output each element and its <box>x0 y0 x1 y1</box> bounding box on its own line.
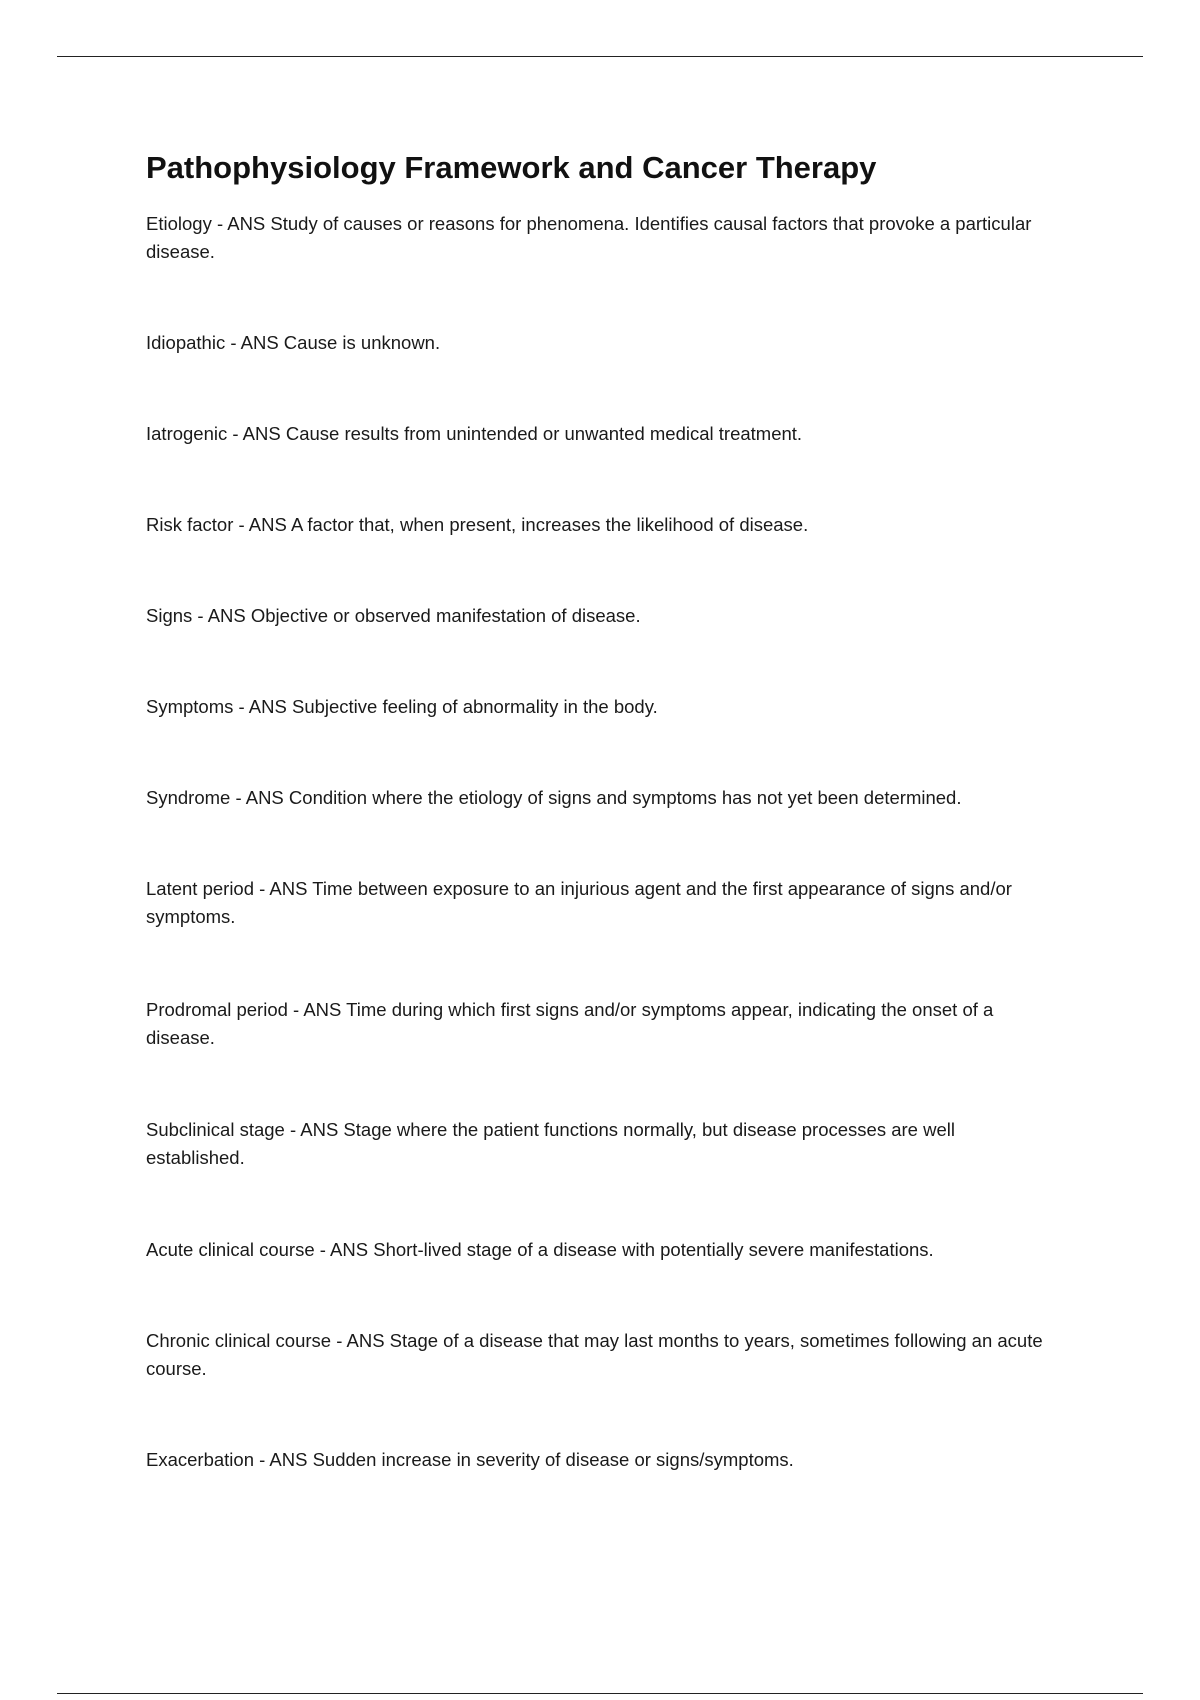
page-title: Pathophysiology Framework and Cancer Therapy <box>146 150 877 185</box>
definition-entry: Symptoms - ANS Subjective feeling of abnormality in the body. <box>146 696 658 717</box>
footer-rule <box>57 1693 1143 1694</box>
definition-entry: Syndrome - ANS Condition where the etiology of signs and symptoms has not yet been determined. <box>146 787 962 808</box>
definition-entry: Iatrogenic - ANS Cause results from unintended or unwanted medical treatment. <box>146 423 803 444</box>
document-header <box>146 148 1046 188</box>
definition-entry: Exacerbation - ANS Sudden increase in severity of disease or signs/symptoms. <box>146 1449 794 1470</box>
definition-entry: Latent period - ANS Time between exposure to an injurious agent and the first appearance of signs and/or symptoms. <box>146 878 1012 927</box>
header-rule <box>57 56 1143 57</box>
definition-entry: Etiology - ANS Study of causes or reasons for phenomena. Identifies causal factors that provoke a particular disease. <box>146 213 1032 262</box>
definition-entry: Acute clinical course - ANS Short-lived stage of a disease with potentially severe manifestations. <box>146 1239 934 1260</box>
definition-entry: Signs - ANS Objective or observed manifestation of disease. <box>146 605 641 626</box>
definition-entry: Risk factor - ANS A factor that, when present, increases the likelihood of disease. <box>146 514 809 535</box>
definition-entry: Idiopathic - ANS Cause is unknown. <box>146 332 441 353</box>
definition-entry: Prodromal period - ANS Time during which first signs and/or symptoms appear, indicating the onset of a disease. <box>146 999 994 1048</box>
definition-entry: Subclinical stage - ANS Stage where the patient functions normally, but disease processes are well established. <box>146 1119 955 1168</box>
definition-entry: Chronic clinical course - ANS Stage of a disease that may last months to years, sometimes following an acute course. <box>146 1330 1043 1379</box>
